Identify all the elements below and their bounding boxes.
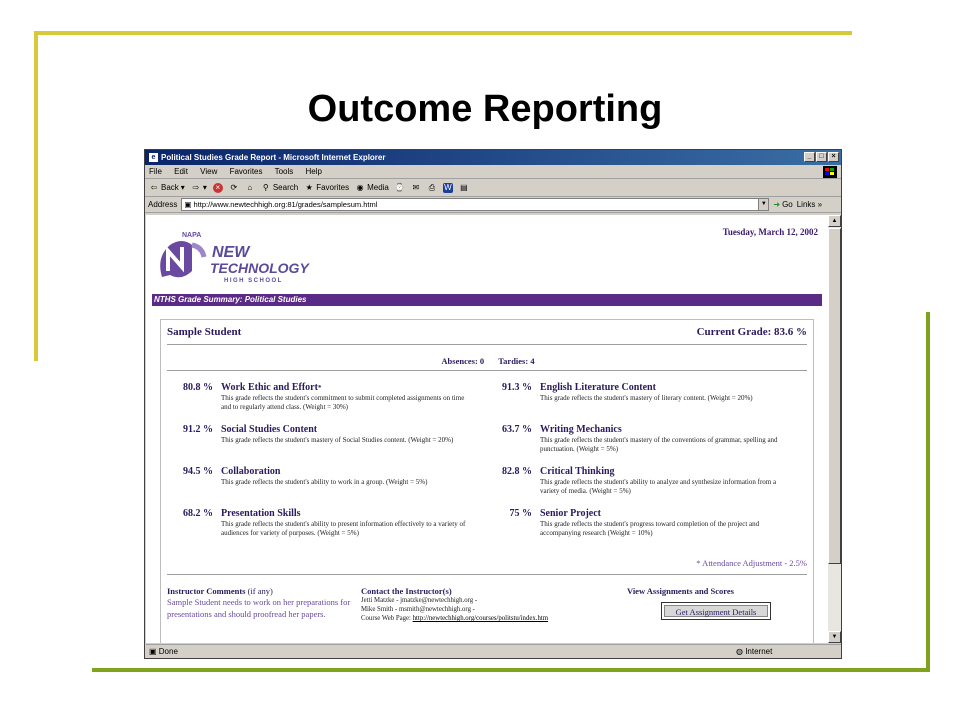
ie-logo-icon: e bbox=[149, 153, 158, 162]
search-button[interactable] bbox=[261, 179, 298, 197]
absences: Absences: 0 bbox=[441, 356, 485, 366]
scroll-down-icon[interactable]: ▼ bbox=[828, 631, 841, 643]
menu-view[interactable]: View bbox=[200, 167, 218, 176]
toolbar bbox=[145, 179, 841, 197]
contact-instructors bbox=[361, 586, 641, 623]
grade-name-text: Work Ethic and Effort bbox=[221, 382, 318, 393]
logo-napa: NAPA bbox=[182, 232, 202, 239]
status-text: Done bbox=[158, 647, 178, 656]
menu-bar bbox=[145, 165, 841, 179]
forward-button[interactable] bbox=[191, 179, 207, 197]
address-dropdown-icon[interactable]: ▼ bbox=[758, 199, 768, 210]
contact-line[interactable]: Mike Smith - msmith@newtechhigh.org - bbox=[361, 606, 475, 613]
scroll-thumb[interactable] bbox=[828, 228, 841, 564]
grade-percent: 68.2 % bbox=[183, 508, 213, 519]
grade-percent: 91.2 % bbox=[183, 424, 213, 435]
grade-percent: 82.8 % bbox=[502, 466, 532, 477]
search-icon: ⚲ bbox=[262, 182, 269, 192]
grade-percent: 75 % bbox=[509, 508, 532, 519]
report-banner: NTHS Grade Summary: Political Studies bbox=[152, 294, 822, 306]
nths-logo bbox=[152, 227, 324, 289]
menu-file[interactable]: File bbox=[149, 167, 162, 176]
grade-name: Critical Thinking bbox=[540, 466, 615, 477]
course-web-link[interactable]: http://newtechhigh.org/courses/politstu/index.htm bbox=[412, 615, 549, 622]
grade-summary-card bbox=[160, 319, 814, 643]
grade-name: Senior Project bbox=[540, 508, 602, 519]
comments-title-text: Instructor Comments bbox=[167, 586, 246, 596]
dropdown-icon: ▾ bbox=[202, 182, 207, 192]
attendance-row bbox=[161, 356, 815, 366]
divider bbox=[167, 344, 807, 345]
security-zone bbox=[736, 645, 772, 658]
grade-description: This grade reflects the student's ability to analyze and synthesize information from a variety of media. (Weight = 5%) bbox=[540, 478, 777, 495]
back-button[interactable] bbox=[149, 179, 185, 197]
history-icon[interactable]: ⌚ bbox=[394, 182, 405, 192]
vertical-scrollbar[interactable] bbox=[828, 215, 841, 643]
grade-name bbox=[221, 382, 321, 393]
assignments-section bbox=[627, 586, 787, 596]
discuss-icon[interactable]: ▤ bbox=[460, 182, 468, 192]
slide-title: Outcome Reporting bbox=[307, 88, 663, 130]
go-button[interactable] bbox=[773, 200, 792, 209]
grade-description: This grade reflects the student's ability to work in a group. (Weight = 5%) bbox=[221, 478, 428, 486]
grade-description: This grade reflects the student's mastery of Social Studies content. (Weight = 20%) bbox=[221, 436, 454, 444]
grade-name: Collaboration bbox=[221, 466, 281, 477]
address-label: Address bbox=[148, 200, 178, 209]
logo-technology: TECHNOLOGY bbox=[210, 260, 309, 276]
comments-title-suffix: (if any) bbox=[247, 586, 273, 596]
go-arrow-icon: ➜ bbox=[773, 200, 781, 209]
window-titlebar bbox=[145, 150, 841, 165]
window-title: Political Studies Grade Report - Microsoft Internet Explorer bbox=[161, 153, 386, 162]
slide-frame-top bbox=[34, 31, 852, 35]
links-button[interactable]: Links » bbox=[796, 200, 823, 209]
status-bar bbox=[146, 644, 842, 658]
divider bbox=[167, 370, 807, 371]
menu-help[interactable]: Help bbox=[305, 167, 322, 176]
attendance-adjustment: * Attendance Adjustment - 2.5% bbox=[696, 558, 807, 568]
refresh-icon[interactable]: ⟳ bbox=[230, 182, 238, 192]
address-bar bbox=[145, 197, 841, 213]
windows-logo-icon bbox=[823, 166, 837, 178]
grade-percent: 94.5 % bbox=[183, 466, 213, 477]
scroll-up-icon[interactable]: ▲ bbox=[828, 215, 841, 227]
menu-favorites[interactable]: Favorites bbox=[229, 167, 263, 176]
media-icon: ◉ bbox=[356, 182, 364, 192]
back-arrow-icon: ⇦ bbox=[150, 182, 158, 192]
grade-name: Social Studies Content bbox=[221, 424, 318, 435]
current-grade: Current Grade: 83.6 % bbox=[696, 326, 807, 338]
get-assignment-details-button[interactable] bbox=[661, 602, 771, 620]
divider bbox=[167, 574, 807, 575]
course-web-page bbox=[361, 614, 641, 623]
grade-description: This grade reflects the student's commitment to submit completed assignments on time and to regularly attend class. (Weight = 30%) bbox=[221, 394, 465, 411]
favorites-label: Favorites bbox=[316, 182, 350, 192]
close-button[interactable]: × bbox=[828, 152, 839, 162]
favorites-button[interactable] bbox=[304, 179, 349, 197]
logo-high-school: HIGH SCHOOL bbox=[224, 278, 283, 284]
dropdown-icon: ▾ bbox=[180, 182, 185, 192]
tardies: Tardies: 4 bbox=[498, 356, 535, 366]
menu-edit[interactable]: Edit bbox=[174, 167, 188, 176]
grade-description: This grade reflects the student's progress toward completion of the project and accompanying research (Weight = 10%) bbox=[540, 520, 760, 537]
address-input[interactable] bbox=[181, 198, 769, 211]
mail-icon[interactable]: ✉ bbox=[412, 182, 420, 192]
grade-name: Writing Mechanics bbox=[540, 424, 622, 435]
logo-new: NEW bbox=[212, 244, 250, 261]
slide-frame-left bbox=[34, 31, 38, 361]
minimize-button[interactable]: _ bbox=[804, 152, 815, 162]
browser-window bbox=[144, 149, 842, 659]
favorites-icon: ★ bbox=[305, 182, 313, 192]
links-label: Links bbox=[796, 200, 816, 209]
go-label: Go bbox=[782, 200, 793, 209]
page-icon: ▣ bbox=[184, 200, 194, 209]
forward-arrow-icon: ⇨ bbox=[192, 182, 200, 192]
menu-tools[interactable]: Tools bbox=[274, 167, 294, 176]
contact-title: Contact the Instructor(s) bbox=[361, 586, 452, 596]
status-page-icon: ▣ bbox=[149, 647, 159, 656]
assignments-title: View Assignments and Scores bbox=[627, 586, 734, 596]
page-viewport bbox=[146, 215, 828, 643]
slide-frame-bottom bbox=[92, 668, 930, 672]
stop-icon[interactable]: × bbox=[213, 183, 223, 193]
word-icon[interactable]: W bbox=[444, 182, 452, 192]
comments-text: Sample Student needs to work on her preparations for presentations and should proofread her papers. bbox=[167, 597, 351, 619]
instructor-comments bbox=[167, 586, 352, 620]
slide-frame-right bbox=[926, 312, 930, 672]
student-name: Sample Student bbox=[167, 326, 242, 338]
grade-percent: 91.3 % bbox=[502, 382, 532, 393]
grade-percent: 63.7 % bbox=[502, 424, 532, 435]
contact-line[interactable]: Jetti Matzke - jmatzke@newtechhigh.org - bbox=[361, 597, 478, 604]
maximize-button[interactable]: □ bbox=[816, 152, 827, 162]
media-label: Media bbox=[367, 182, 389, 192]
attendance-marker: * bbox=[317, 384, 322, 392]
print-icon[interactable]: ⎙ bbox=[428, 182, 436, 192]
report-date: Tuesday, March 12, 2002 bbox=[722, 227, 818, 237]
address-url: http://www.newtechhigh.org:81/grades/samplesum.html bbox=[193, 200, 378, 209]
globe-icon: ◍ bbox=[736, 647, 746, 656]
zone-text: Internet bbox=[745, 647, 773, 656]
card-header bbox=[167, 326, 807, 338]
grade-description: This grade reflects the student's mastery of the conventions of grammar, spelling and punctuation. (Weight = 5%) bbox=[540, 436, 778, 453]
home-icon[interactable]: ⌂ bbox=[247, 182, 253, 192]
grade-description: This grade reflects the student's ability to present information effectively to a variety of audiences for variety of purposes. (Weight = 5%) bbox=[221, 520, 466, 537]
get-assignment-details-label: Get Assignment Details bbox=[664, 605, 768, 617]
grade-name: Presentation Skills bbox=[221, 508, 301, 519]
comments-title bbox=[167, 586, 352, 596]
search-label: Search bbox=[272, 182, 299, 192]
grade-description: This grade reflects the student's mastery of literary content. (Weight = 20%) bbox=[540, 394, 753, 402]
back-label: Back bbox=[161, 182, 179, 192]
grade-name: English Literature Content bbox=[540, 382, 656, 393]
media-button[interactable] bbox=[355, 179, 389, 197]
course-web-label: Course Web Page: bbox=[361, 615, 411, 622]
grade-percent: 80.8 % bbox=[183, 382, 213, 393]
